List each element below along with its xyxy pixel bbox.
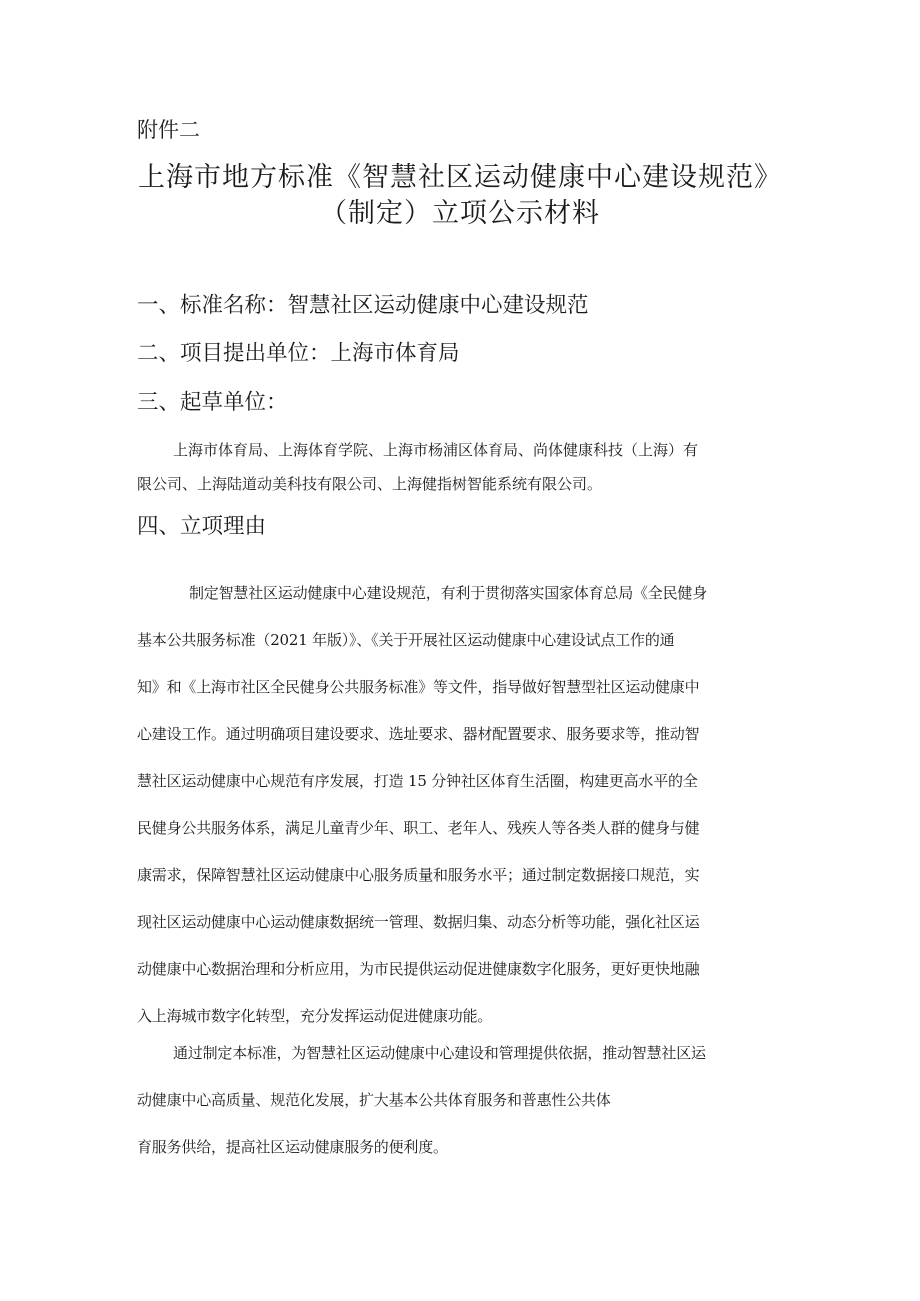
section-proposer: 二、项目提出单位：上海市体育局 [137,341,460,366]
attachment-label: 附件二 [137,118,200,142]
section-standard-name: 一、标准名称：智慧社区运动健康中心建设规范 [137,293,589,318]
reason-line: 民健身公共服务体系，满足儿童青少年、职工、老年人、残疾人等各类人群的健身与健 [137,819,700,837]
closing-line: 通过制定本标准，为智慧社区运动健康中心建设和管理提供依据，推动智慧社区运 [173,1044,706,1062]
reason-line: 动健康中心数据治理和分析应用，为市民提供运动促进健康数字化服务，更好更快地融 [137,960,700,978]
document-title-line-1: 上海市地方标准《智慧社区运动健康中心建设规范》 [138,162,782,193]
closing-paragraph [137,1030,785,1171]
closing-line: 动健康中心高质量、规范化发展，扩大基本公共体育服务和普惠性公共体 [137,1091,611,1109]
reason-line: 慧社区运动健康中心规范有序发展，打造 15 分钟社区体育生活圈，构建更高水平的全 [137,772,698,790]
drafters-line: 限公司、上海陆道动美科技有限公司、上海健指树智能系统有限公司。 [137,475,603,493]
drafters-line: 上海市体育局、上海体育学院、上海市杨浦区体育局、尚体健康科技（上海）有 [173,441,699,459]
document-title-line-2: （制定）立项公示材料 [320,198,600,229]
reason-line: 制定智慧社区运动健康中心建设规范，有利于贯彻落实国家体育总局《全民健身 [189,584,708,602]
reason-line: 知》和《上海市社区全民健身公共服务标准》等文件，指导做好智慧型社区运动健康中 [137,678,700,696]
drafters-paragraph [137,433,785,501]
reason-line: 心建设工作。通过明确项目建设要求、选址要求、器材配置要求、服务要求等，推动智 [137,725,700,743]
reason-line: 入上海城市数字化转型，充分发挥运动促进健康功能。 [137,1007,493,1025]
reason-paragraph [137,570,785,1040]
reason-line: 康需求，保障智慧社区运动健康中心服务质量和服务水平；通过制定数据接口规范，实 [137,866,700,884]
closing-line: 育服务供给，提高社区运动健康服务的便利度。 [137,1138,448,1156]
section-reason-heading: 四、立项理由 [137,514,267,539]
reason-line: 基本公共服务标准（2021 年版）》、《关于开展社区运动健康中心建设试点工作的通 [137,631,675,649]
section-drafters-heading: 三、起草单位： [137,390,288,415]
reason-line: 现社区运动健康中心运动健康数据统一管理、数据归集、动态分析等功能，强化社区运 [137,913,700,931]
